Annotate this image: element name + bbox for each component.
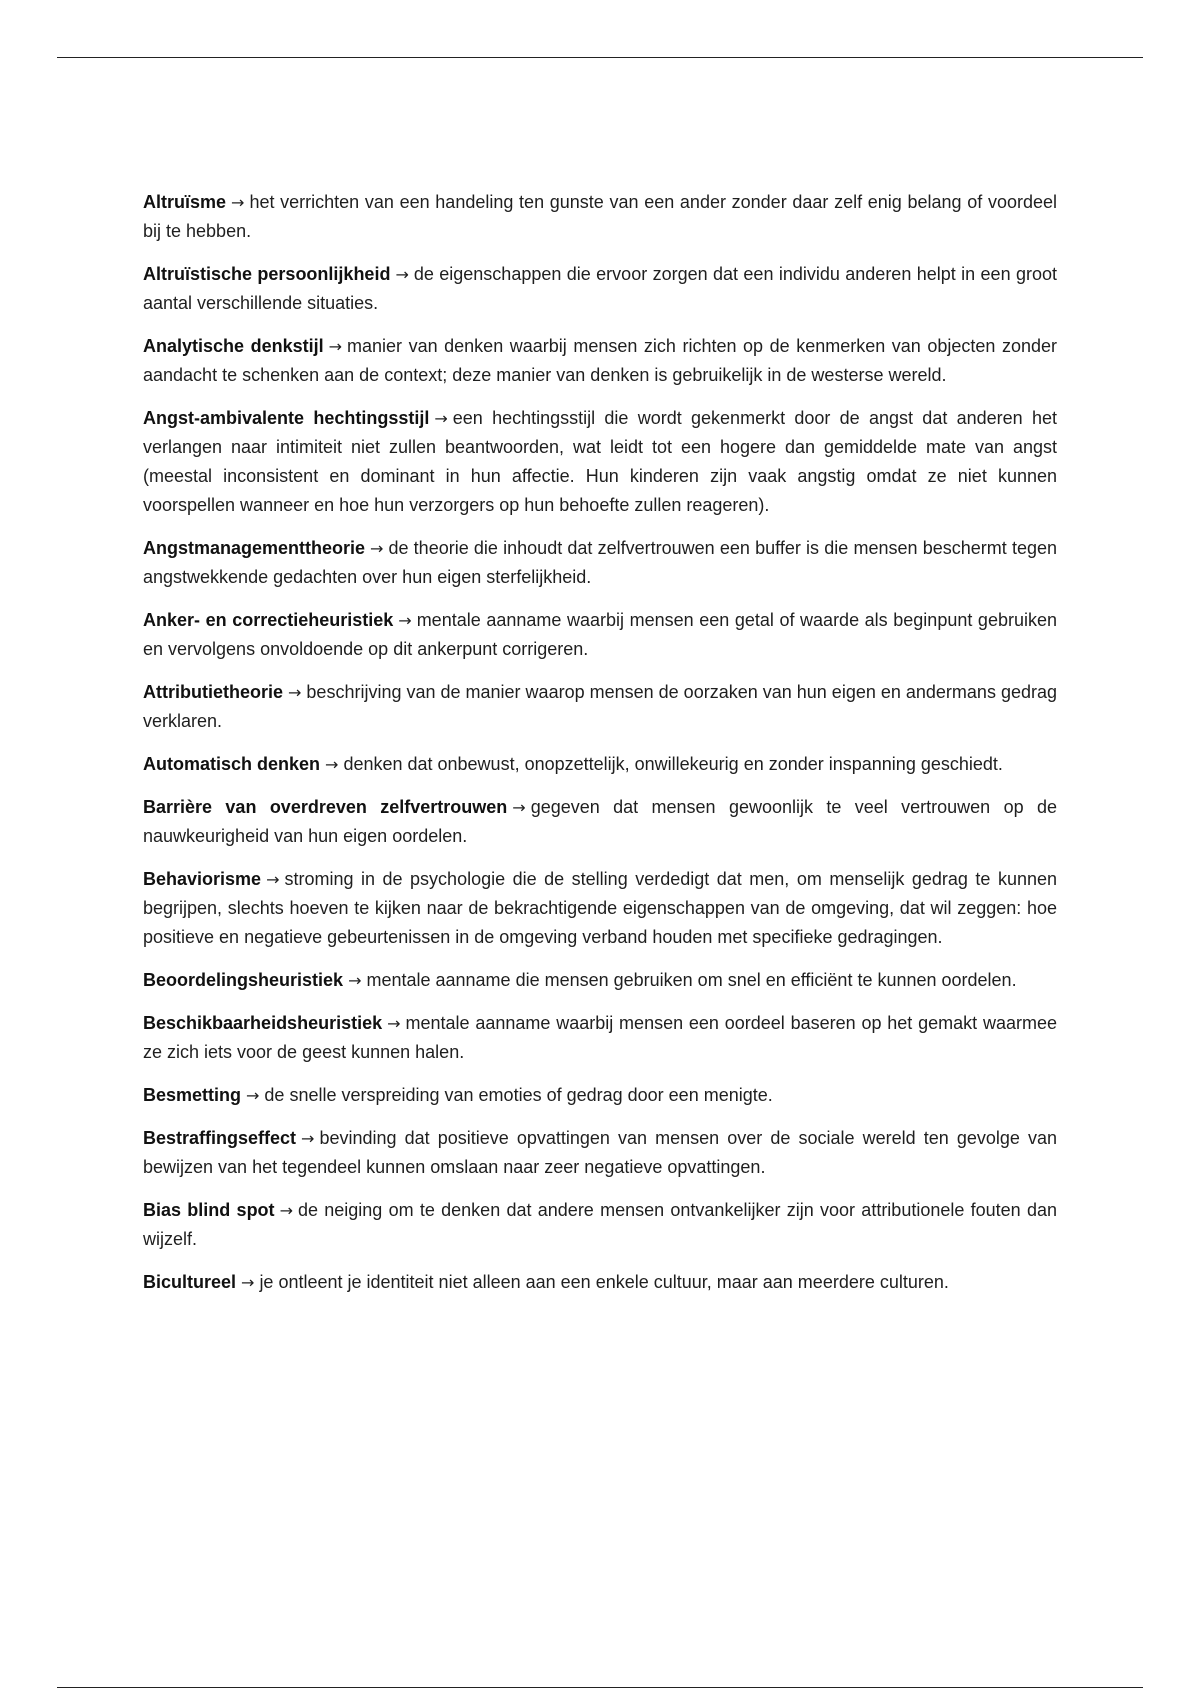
glossary-term: Bicultureel [143,1272,237,1292]
footer-rule [57,1687,1143,1688]
arrow-icon: → [434,409,448,428]
glossary-definition: stroming in de psychologie die de stelling verdedigt dat men, om menselijk gedrag te kunnen begrijpen, slechts hoeven te kijken naar de bekrachtigende eigenschappen van de omgeving, dat wil zeggen: hoe positieve en negatieve gebeurtenissen in de omgeving verband houden met specifieke gedragingen. [143,869,1057,947]
arrow-icon: → [231,193,245,212]
glossary-entry [143,404,1057,520]
glossary-definition: je ontleent je identiteit niet alleen aan een enkele cultuur, maar aan meerdere culturen. [259,1272,949,1292]
glossary-definition: manier van denken waarbij mensen zich richten op de kenmerken van objecten zonder aandacht te schenken aan de context; deze manier van denken is gebruikelijk in de westerse wereld. [143,336,1057,385]
arrow-icon: → [279,1201,293,1220]
glossary-term: Barrière van overdreven zelfvertrouwen [143,797,508,817]
glossary-entry [143,260,1057,318]
glossary-definition: het verrichten van een handeling ten gunste van een ander zonder daar zelf enig belang of voordeel bij te hebben. [143,192,1057,241]
glossary-entry [143,1124,1057,1182]
arrow-icon: → [266,870,280,889]
glossary-term: Beoordelingsheuristiek [143,970,344,990]
arrow-icon: → [348,971,362,990]
arrow-icon: → [370,539,384,558]
glossary-term: Bestraffingseffect [143,1128,297,1148]
glossary-term: Altruïstische persoonlijkheid [143,264,391,284]
glossary-term: Behaviorisme [143,869,262,889]
arrow-icon: → [301,1129,315,1148]
glossary-entry [143,1081,1057,1110]
glossary-entry [143,678,1057,736]
glossary-term: Anker- en correctieheuristiek [143,610,394,630]
glossary-entry [143,1196,1057,1254]
glossary-definition: de snelle verspreiding van emoties of gedrag door een menigte. [264,1085,773,1105]
arrow-icon: → [395,265,409,284]
glossary-definition: mentale aanname die mensen gebruiken om snel en efficiënt te kunnen oordelen. [366,970,1017,990]
arrow-icon: → [387,1014,401,1033]
glossary-term: Angst-ambivalente hechtingsstijl [143,408,430,428]
header-rule [57,57,1143,58]
arrow-icon: → [241,1273,255,1292]
glossary-term: Analytische denkstijl [143,336,324,356]
arrow-icon: → [398,611,412,630]
arrow-icon: → [328,337,343,356]
arrow-icon: → [246,1086,260,1105]
glossary-entry [143,606,1057,664]
glossary-entry [143,1268,1057,1297]
glossary-term: Attributietheorie [143,682,284,702]
arrow-icon: → [512,798,526,817]
glossary-definition: beschrijving van de manier waarop mensen de oorzaken van hun eigen en andermans gedrag verklaren. [143,682,1057,731]
glossary-entry [143,966,1057,995]
glossary-entry [143,1009,1057,1067]
glossary-definition: de theorie die inhoudt dat zelfvertrouwen een buffer is die mensen beschermt tegen angstwekkende gedachten over hun eigen sterfelijkheid. [143,538,1057,587]
glossary-definition: mentale aanname waarbij mensen een oordeel baseren op het gemakt waarmee ze zich iets voor de geest kunnen halen. [143,1013,1057,1062]
glossary-term: Altruïsme [143,192,227,212]
glossary-definition: bevinding dat positieve opvattingen van mensen over de sociale wereld ten gevolge van bewijzen van het tegendeel kunnen omslaan naar zeer negatieve opvattingen. [143,1128,1057,1177]
glossary-entry [143,750,1057,779]
glossary-list [143,188,1057,1311]
glossary-definition: denken dat onbewust, onopzettelijk, onwillekeurig en zonder inspanning geschiedt. [343,754,1003,774]
glossary-definition: de neiging om te denken dat andere mensen ontvankelijker zijn voor attributionele fouten dan wijzelf. [143,1200,1057,1249]
glossary-entry [143,332,1057,390]
glossary-term: Automatisch denken [143,754,321,774]
glossary-definition: de eigenschappen die ervoor zorgen dat een individu anderen helpt in een groot aantal verschillende situaties. [143,264,1057,313]
glossary-entry [143,188,1057,246]
glossary-entry [143,534,1057,592]
glossary-term: Bias blind spot [143,1200,275,1220]
glossary-term: Beschikbaarheidsheuristiek [143,1013,383,1033]
arrow-icon: → [325,755,339,774]
glossary-term: Besmetting [143,1085,242,1105]
glossary-definition: een hechtingsstijl die wordt gekenmerkt door de angst dat anderen het verlangen naar intimiteit niet zullen beantwoorden, wat leidt tot een hogere dan gemiddelde mate van angst (meestal inconsistent en dominant in hun affectie. Hun kinderen zijn vaak angstig omdat ze niet kunnen voorspellen wanneer en hoe hun verzorgers op hun behoefte zullen reageren). [143,408,1057,515]
glossary-definition: mentale aanname waarbij mensen een getal of waarde als beginpunt gebruiken en vervolgens onvoldoende op dit ankerpunt corrigeren. [143,610,1057,659]
glossary-entry [143,793,1057,851]
glossary-term: Angstmanagementtheorie [143,538,366,558]
glossary-entry [143,865,1057,952]
arrow-icon: → [288,683,302,702]
glossary-definition: gegeven dat mensen gewoonlijk te veel vertrouwen op de nauwkeurigheid van hun eigen oordelen. [143,797,1057,846]
